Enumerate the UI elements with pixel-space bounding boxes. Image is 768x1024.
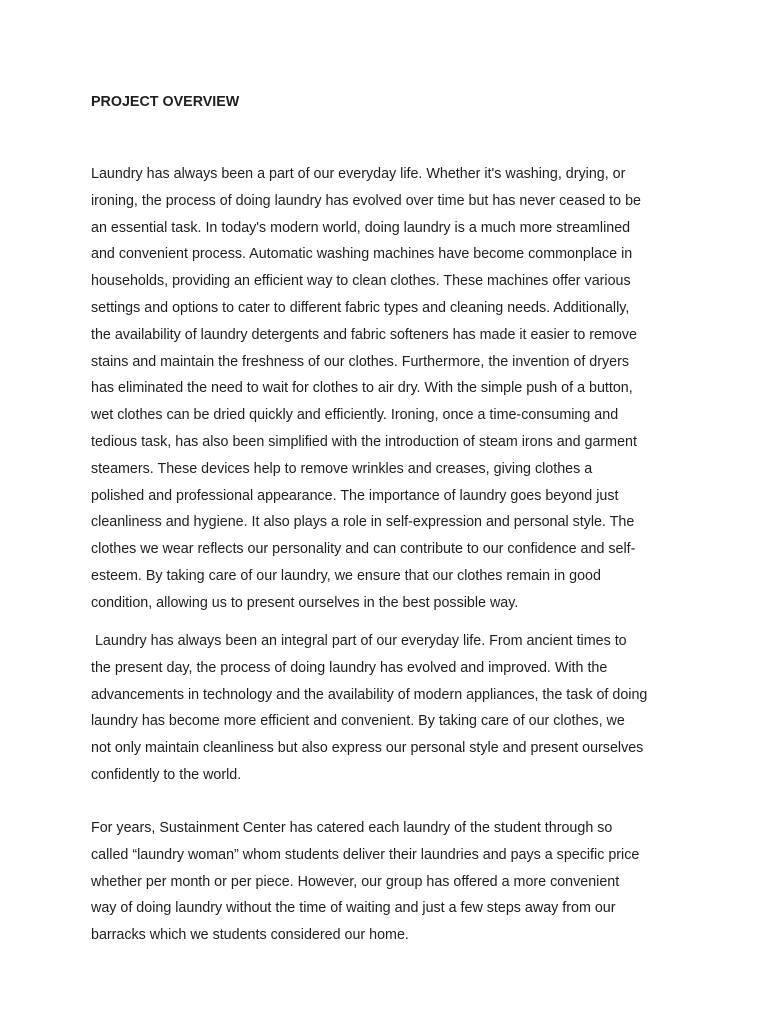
paragraph-laundry-everyday-life: Laundry has always been a part of our everyday life. Whether it's washing, drying, or ironing, the process of doing laundry has evolved over time but has never ceased to be an essential task. In today's modern world, doing laundry is a much more streamlined and convenient process. Automatic washing machines have become commonplace in households, providing an efficient way to clean clothes. These machines offer various settings and options to cater to different fabric types and cleaning needs. Additionally, the availability of laundry detergents and fabric softeners has made it easier to remove stains and maintain the freshness of our clothes. Furthermore, the invention of dryers has eliminated the need to wait for clothes to air dry. With the simple push of a button, wet clothes can be dried quickly and efficiently. Ironing, once a time-consuming and tedious task, has also been simplified with the introduction of steam irons and garment steamers. These devices help to remove wrinkles and creases, giving clothes a polished and professional appearance. The importance of laundry goes beyond just cleanliness and hygiene. It also plays a role in self-expression and personal style. The clothes we wear reflects our personality and can contribute to our confidence and self- esteem. By taking care of our laundry, we ensure that our clothes remain in good condition, allowing us to present ourselves in the best possible way.: [91, 166, 641, 611]
paragraph-laundry-integral-part: Laundry has always been an integral part of our everyday life. From ancient times to the present day, the process of doing laundry has evolved and improved. With the advancements in technology and the availability of modern appliances, the task of doing laundry has become more efficient and convenient. By taking care of our clothes, we not only maintain cleanliness but also express our personal style and present ourselves confidently to the world.: [91, 633, 648, 783]
document-title: PROJECT OVERVIEW: [91, 94, 240, 110]
paragraph-sustainment-center: For years, Sustainment Center has catered each laundry of the student through so called “laundry woman” whom students deliver their laundries and pays a specific price whether per month or per piece. However, our group has offered a more convenient way of doing laundry without the time of waiting and just a few steps away from our barracks which we students considered our home.: [91, 820, 640, 944]
